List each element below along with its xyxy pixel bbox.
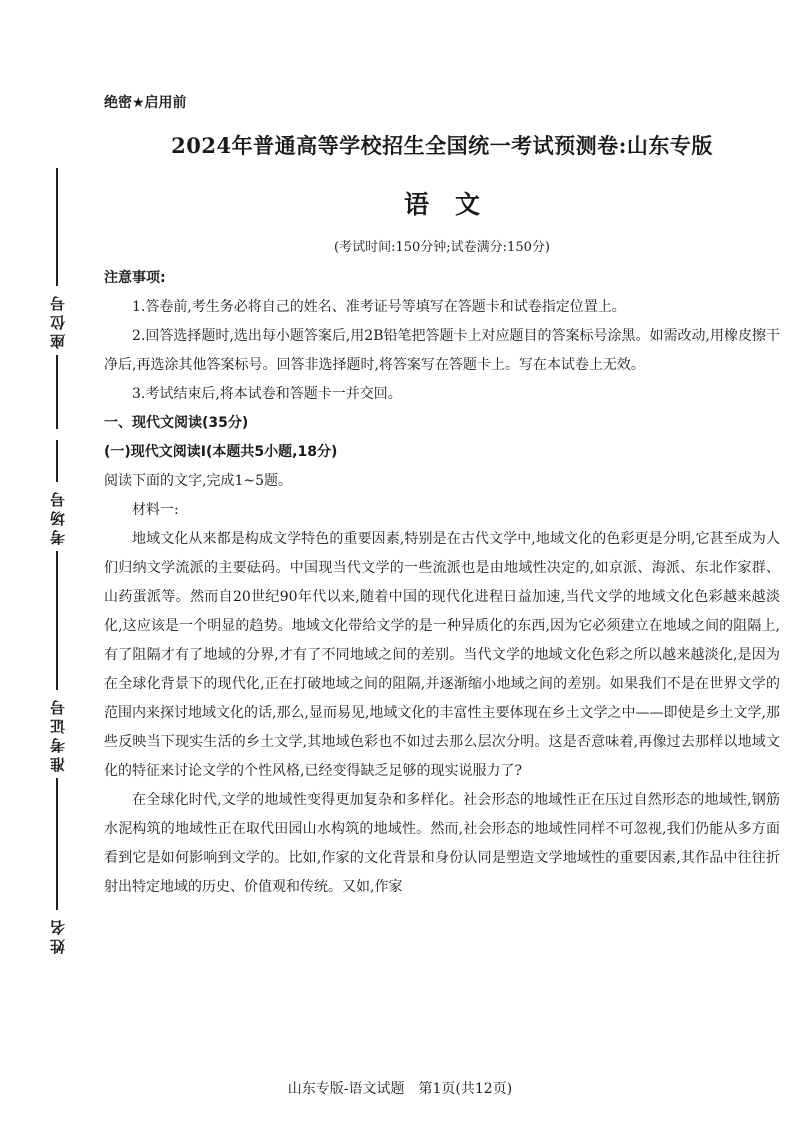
divider-line bbox=[56, 551, 58, 651]
seat-number-field bbox=[32, 168, 82, 429]
exam-info: (考试时间:150分钟;试卷满分:150分) bbox=[334, 240, 550, 255]
exam-title: 2024年普通高等学校招生全国统一考试预测卷:山东专版 bbox=[171, 133, 713, 158]
section-subheading: (一)现代文阅读Ⅰ(本题共5小题,18分) bbox=[104, 444, 338, 460]
name-field bbox=[32, 880, 82, 960]
subject-title: 语文 bbox=[403, 190, 506, 219]
divider-line bbox=[56, 778, 58, 888]
binding-strip bbox=[0, 0, 78, 1130]
name-label: 姓名 bbox=[48, 916, 67, 954]
notes-heading: 注意事项: bbox=[104, 270, 166, 286]
material-paragraph-2: 在全球化时代,文学的地域性变得更加复杂和多样化。社会形态的地域性正在压过自然形态的地域性,钢筋水泥构筑的地域性正在取代田园山水构筑的地域性。然而,社会形态的地域性同样不可忽视,我们仍能从多方面看到它是如何影响到文学的。比如,作家的文化背景和身份认同是塑造文学地域性的重要因素,其作品中往往折射出特定地域的历史、价值观和传统。又如,作家 bbox=[104, 792, 780, 895]
note-item-2: 2.回答选择题时,选出每小题答案后,用2B铅笔把答题卡上对应题目的答案标号涂黑。如需改动,用橡皮擦干净后,再选涂其他答案标号。回答非选择题时,将答案写在答题卡上。写在本试卷上无效。 bbox=[104, 328, 780, 373]
admission-number-field bbox=[32, 640, 82, 888]
divider-line bbox=[56, 355, 58, 429]
exam-body bbox=[104, 264, 780, 902]
exam-room-line bbox=[56, 440, 58, 482]
seat-number-label: 座位号 bbox=[48, 292, 67, 349]
secret-label: 绝密★启用前 bbox=[104, 95, 187, 111]
section-heading: 一、现代文阅读(35分) bbox=[104, 415, 249, 431]
section-instruction: 阅读下面的文字,完成1~5题。 bbox=[104, 473, 292, 489]
note-item-3: 3.考试结束后,将本试卷和答题卡一并交回。 bbox=[132, 386, 402, 402]
seat-number-line bbox=[56, 168, 58, 286]
exam-room-label: 考场号 bbox=[48, 488, 67, 545]
admission-number-label: 准考证号 bbox=[48, 696, 67, 772]
page-footer: 山东专版-语文试题 第1页(共12页) bbox=[287, 1081, 513, 1097]
exam-room-field bbox=[32, 440, 82, 651]
material-paragraph-1: 地域文化从来都是构成文学特色的重要因素,特别是在古代文学中,地域文化的色彩更是分明,它甚至成为人们归纳文学流派的主要砝码。中国现当代文学的一些流派也是由地域性决定的,如京派、海派、东北作家群、山药蛋派等。然而自20世纪90年代以来,随着中国的现代化进程日益加速,当代文学的地域文化色彩越来越淡化,这应该是一个明显的趋势。地域文化带给文学的是一种异质化的东西,因为它必须建立在地域之间的阻隔上,有了阻隔才有了地域的分界,才有了不同地域之间的差别。当代文学的地域文化色彩之所以越来越淡化,是因为在全球化背景下的现代化,正在打破地域之间的阻隔,并逐渐缩小地域之间的差别。如果我们不是在世界文学的范围内来探讨地域文化的话,那么,显而易见,地域文化的丰富性主要体现在乡土文学之中——即使是乡土文学,那些反映当下现实生活的乡土文学,其地域色彩也不如过去那么层次分明。这是否意味着,再像过去那样以地域文化的特征来讨论文学的个性风格,已经变得缺乏足够的现实说服力了? bbox=[104, 531, 780, 779]
admission-number-line bbox=[56, 640, 58, 690]
material-label: 材料一: bbox=[132, 502, 179, 518]
name-line bbox=[56, 880, 58, 910]
note-item-1: 1.答卷前,考生务必将自己的姓名、准考证号等填写在答题卡和试卷指定位置上。 bbox=[132, 299, 626, 315]
